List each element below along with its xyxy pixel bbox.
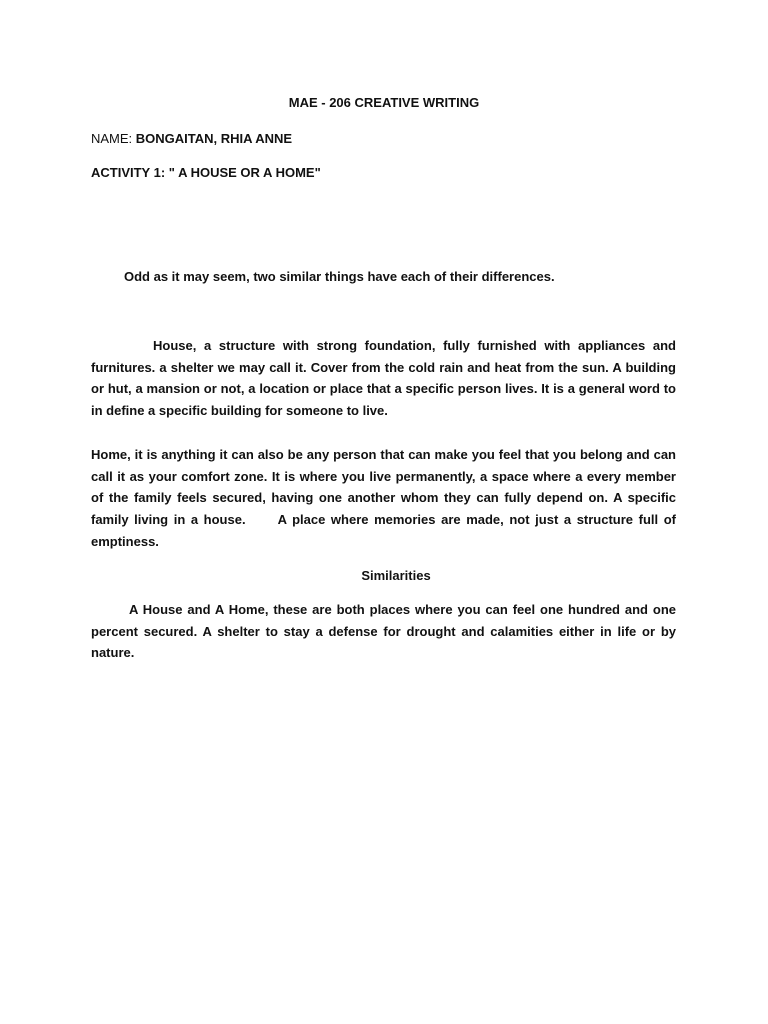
name-label: NAME: xyxy=(91,131,136,146)
activity-title: ACTIVITY 1: " A HOUSE OR A HOME" xyxy=(91,165,321,180)
house-paragraph: House, a structure with strong foundation, fully furnished with appliances and furnitures. a shelter we may call it. Cover from the cold rain and heat from the sun. A building or hut, a mansion or not, a location or place that a specific person lives. It is a general word to in define a specific building for someone to live. xyxy=(91,338,676,419)
student-name xyxy=(91,131,292,147)
similarities-paragraph: A House and A Home, these are both places where you can feel one hundred and one percent secured. A shelter to stay a defense for drought and calamities either in life or by nature. xyxy=(91,602,676,661)
similarities-heading: Similarities xyxy=(361,568,431,583)
course-title: MAE - 206 CREATIVE WRITING xyxy=(288,95,480,110)
name-value: BONGAITAN, RHIA ANNE xyxy=(135,131,293,146)
home-paragraph xyxy=(91,444,676,553)
home-paragraph-part2: A place where memories are made, not just a structure full of emptiness. xyxy=(91,512,676,549)
home-paragraph-part1: Home, it is anything it can also be any person that can make you feel that you belong and can call it as your comfort zone. It is where you live permanently, a space where a every member of the family feels secured, having one another whom they can fully depend on. A specific family living in a house. xyxy=(91,447,676,528)
intro-sentence: Odd as it may seem, two similar things have each of their differences. xyxy=(124,269,555,284)
